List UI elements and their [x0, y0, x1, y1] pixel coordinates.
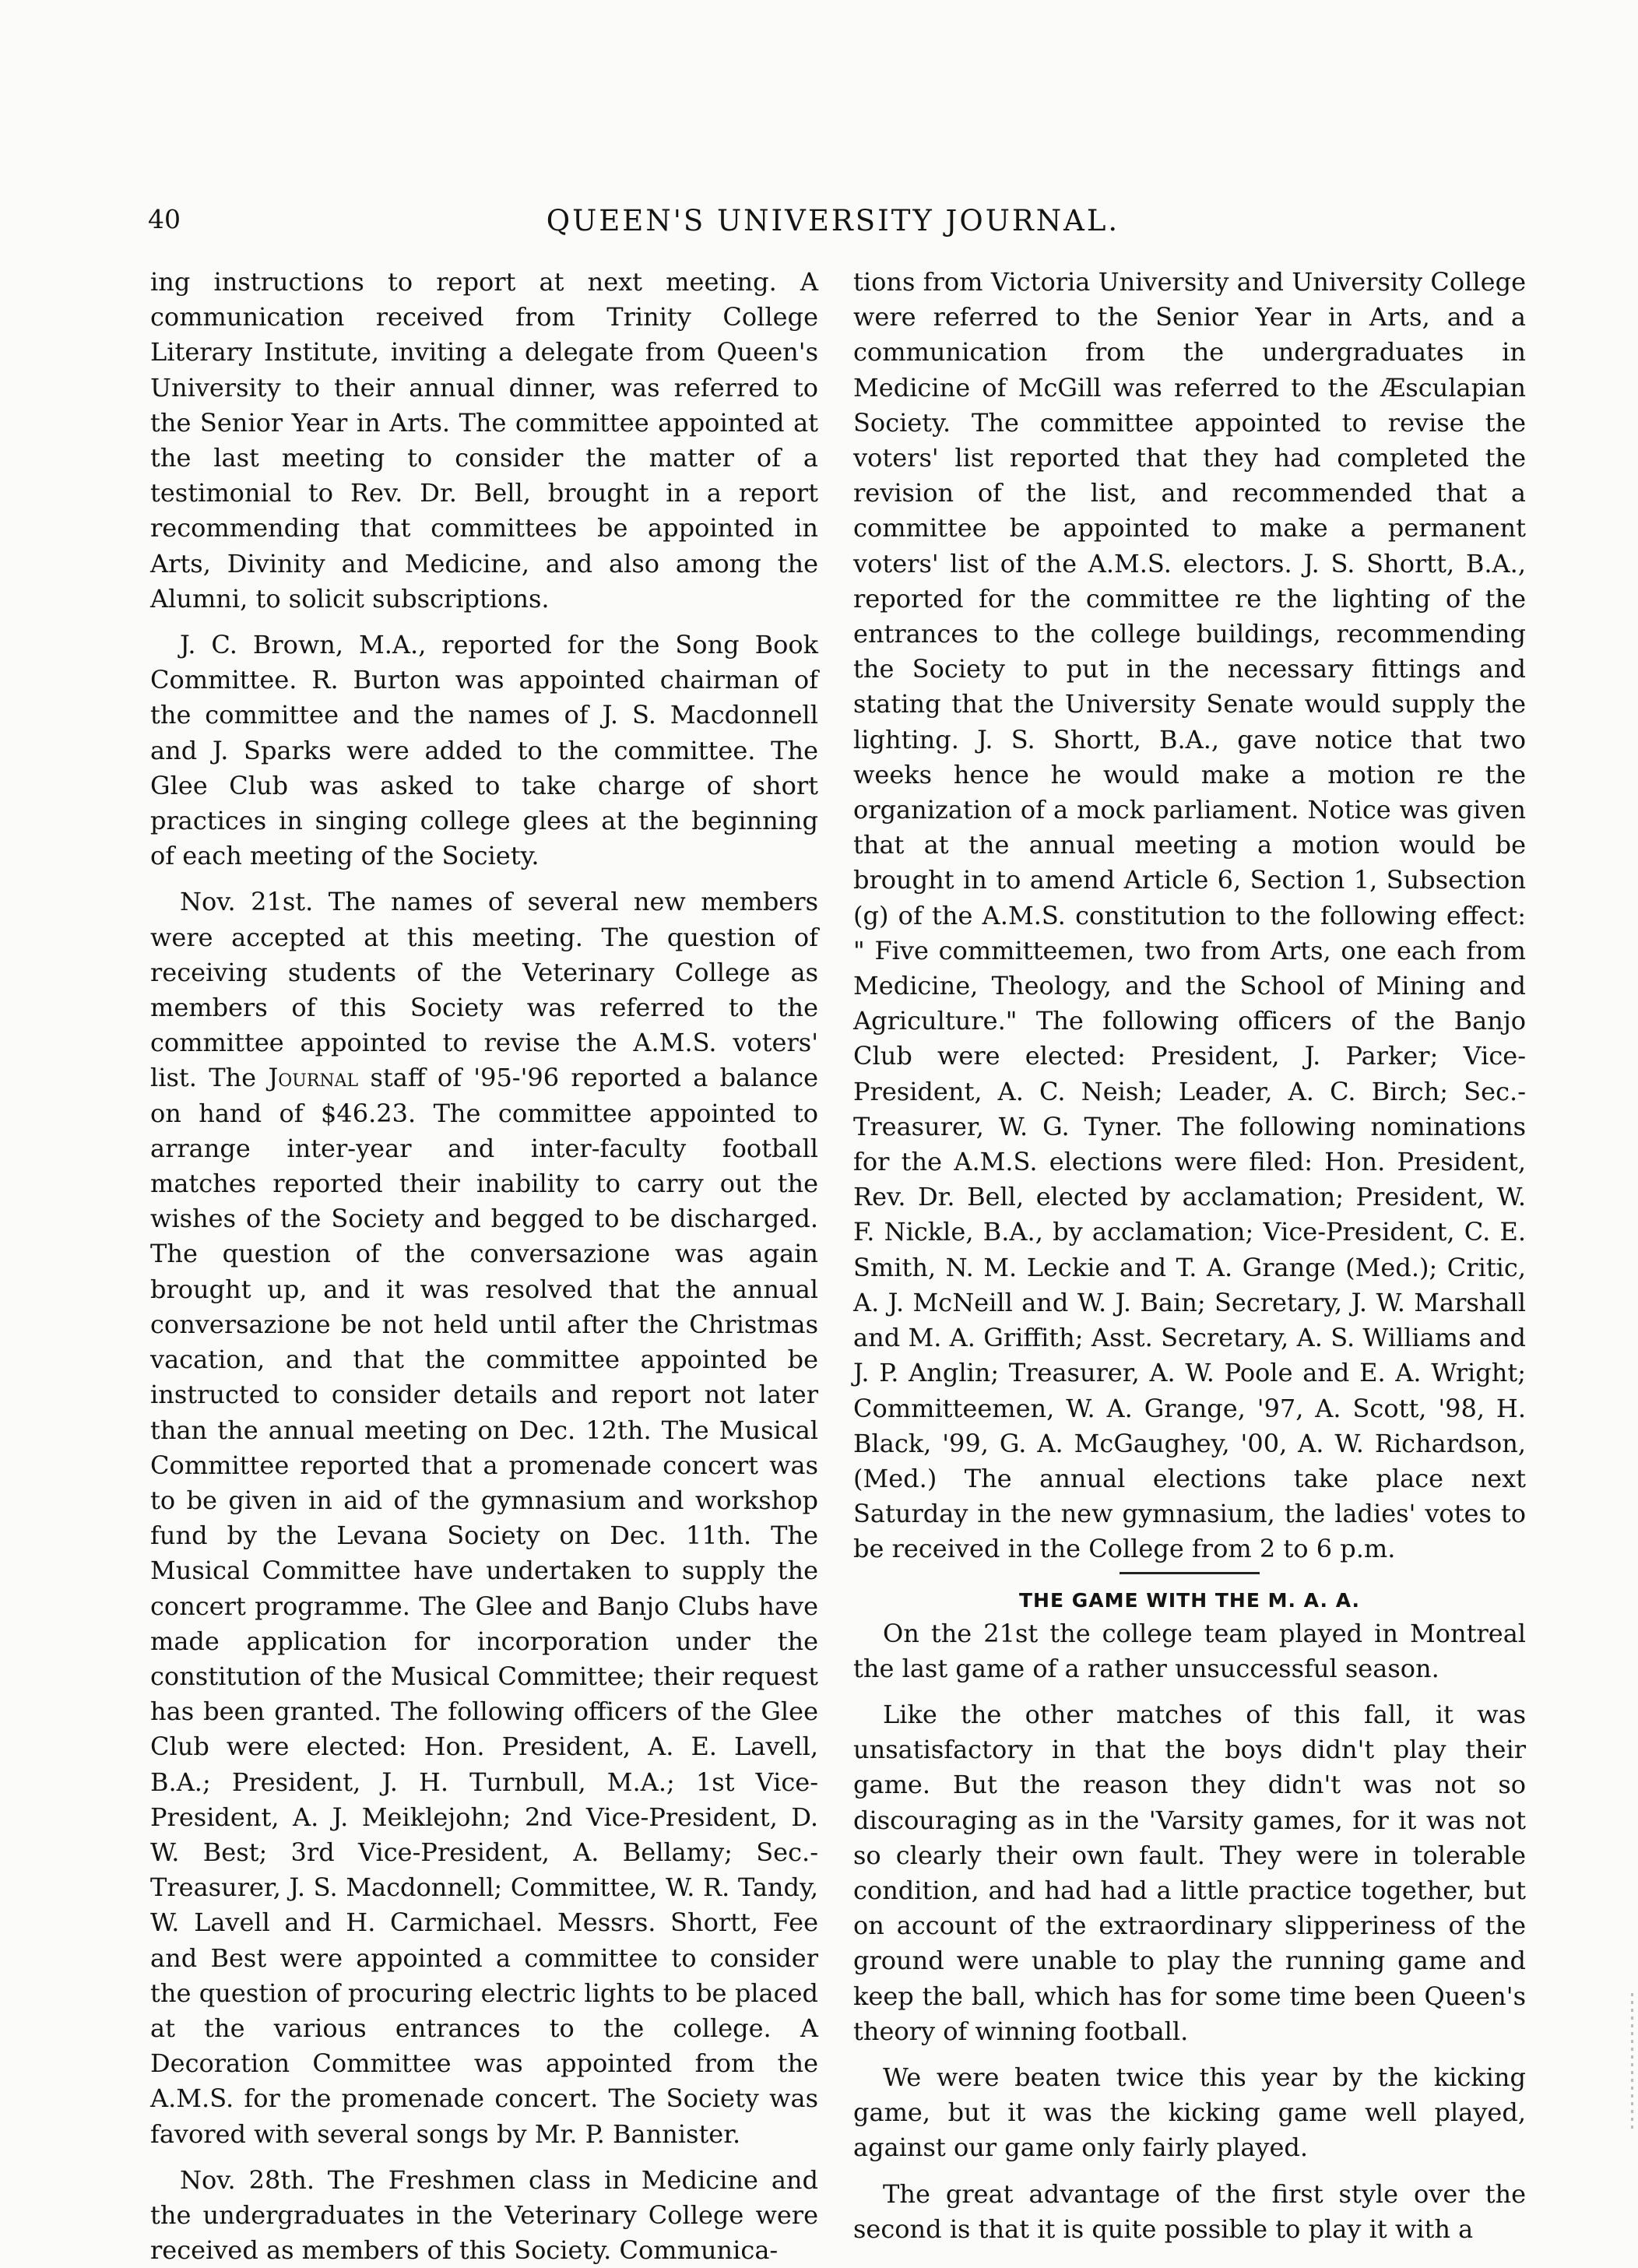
paragraph: We were beaten twice this year by the kicking game, but it was the kicking game well played, against our game only fairly played.	[853, 2062, 1526, 2163]
section-heading: THE GAME WITH THE M. A. A.	[1019, 1588, 1360, 1612]
paragraph-text: Nov. 21st. The names of several new members were accepted at this meeting. The question of receiving students of the Veterinary College as members of this Society was referred to the committee appointed to revise the A.M.S. voters' list. The	[150, 887, 818, 1093]
paragraph: Like the other matches of this fall, it was unsatisfactory in that the boys didn't play their game. But the reason they didn't was not so discouraging as in the 'Varsity games, for it was not so clearly their own fault. They were in tolerable condition, and had had a little practice together, but on account of the extraordinary slipperiness of the ground were unable to play the running game and keep the ball, which has for some time been Queen's theory of winning football.	[853, 1699, 1526, 2046]
paragraph: Nov. 28th. The Freshmen class in Medicine and the undergraduates in the Veterinary College were received as members of this Society. Communica-	[150, 2164, 818, 2266]
page-number: 40	[148, 204, 181, 234]
paragraph-text: staff of '95-'96 reported a balance on hand of $46.23. The committee appointed to arrange inter-year and inter-faculty football matches reported their inability to carry out the wishes of the Society and begged to be discharged. The question of the conversazione was again brought up, and it was resolved that the annual conversazione be not held until after the Christmas vacation, and that the committee appointed be instructed to consider details and report not later than the annual meeting on Dec. 12th. The Musical Committee reported that a promenade concert was to be given in aid of the gymnasium and workshop fund by the Levana Society on Dec. 11th. The Musical Committee have undertaken to supply the concert programme. The Glee and Banjo Clubs have made application for incorporation under the constitution of the Musical Committee; their request has been granted. The following officers of the Glee Club were elected: Hon. President, A. E. Lavell, B.A.; President, J. H. Turnbull, M.A.; 1st Vice-President, A. J. Meiklejohn; 2nd Vice-President, D. W. Best; 3rd Vice-President, A. Bellamy; Sec.-Treasurer, J. S. Macdonnell; Committee, W. R. Tandy, W. Lavell and H. Carmichael. Messrs. Shortt, Fee and Best were appointed a committee to consider the question of procuring electric lights to be placed at the various entrances to the college. A Decoration Committee was appointed from the A.M.S. for the promenade concert. The Society was favored with several songs by Mr. P. Bannister.	[150, 1063, 819, 2149]
paragraph	[150, 884, 818, 2151]
scan-edge-mark	[1631, 1993, 1633, 2133]
journal-name: Journal	[268, 1063, 359, 1093]
running-head	[148, 204, 1518, 243]
journal-title: QUEEN'S UNIVERSITY JOURNAL.	[546, 204, 1120, 237]
paragraph: The great advantage of the first style over the second is that it is quite possible to play it with a	[853, 2178, 1526, 2244]
paragraph: On the 21st the college team played in Montreal the last game of a rather unsuccessful season.	[853, 1618, 1526, 1683]
right-column	[853, 265, 1526, 2247]
paragraph: tions from Victoria University and University College were referred to the Senior Year in Arts, and a communication from the undergraduates in Medicine of McGill was referred to the Æsculapian Society. The committee appointed to revise the voters' list reported that they had completed the revision of the list, and recommended that a committee be appointed to make a permanent voters' list of the A.M.S. electors. J. S. Shortt, B.A., reported for the committee re the lighting of the entrances to the college buildings, recommending the Society to put in the necessary fittings and stating that the University Senate would supply the lighting. J. S. Shortt, B.A., gave notice that two weeks hence he would make a motion re the organization of a mock parliament. Notice was given that at the annual meeting a motion would be brought in to amend Article 6, Section 1, Subsection (g) of the A.M.S. constitution to the following effect: " Five committeemen, two from Arts, one each from Medicine, Theology, and the School of Mining and Agriculture." The following officers of the Banjo Club were elected: President, J. Parker; Vice-President, A. C. Neish; Leader, A. C. Birch; Sec.-Treasurer, W. G. Tyner. The following nominations for the A.M.S. elections were filed: Hon. President, Rev. Dr. Bell, elected by acclamation; President, W. F. Nickle, B.A., by acclamation; Vice-President, C. E. Smith, N. M. Leckie and T. A. Grange (Med.); Critic, A. J. McNeill and W. J. Bain; Secretary, J. W. Marshall and M. A. Griffith; Asst. Secretary, A. S. Williams and J. P. Anglin; Treasurer, A. W. Poole and E. A. Wright; Committeemen, W. A. Grange, '97, A. Scott, '98, H. Black, '99, G. A. McGaughey, '00, A. W. Richardson, (Med.) The annual elections take place next Saturday in the new gymnasium, the ladies' votes to be received in the College from 2 to 6 p.m.	[853, 267, 1526, 1564]
paragraph: ing instructions to report at next meeting. A communication received from Trinity College Literary Institute, inviting a delegate from Queen's University to their annual dinner, was referred to the Senior Year in Arts. The committee appointed at the last meeting to consider the matter of a testimonial to Rev. Dr. Bell, brought in a report recommending that committees be appointed in Arts, Divinity and Medicine, and also among the Alumni, to solicit subscriptions.	[150, 267, 818, 614]
section-divider	[1120, 1572, 1260, 1574]
left-column	[150, 265, 818, 2268]
paragraph: J. C. Brown, M.A., reported for the Song Book Committee. R. Burton was appointed chairman of the committee and the names of J. S. Macdonnell and J. Sparks were added to the committee. The Glee Club was asked to take charge of short practices in singing college glees at the beginning of each meeting of the Society.	[150, 630, 818, 871]
